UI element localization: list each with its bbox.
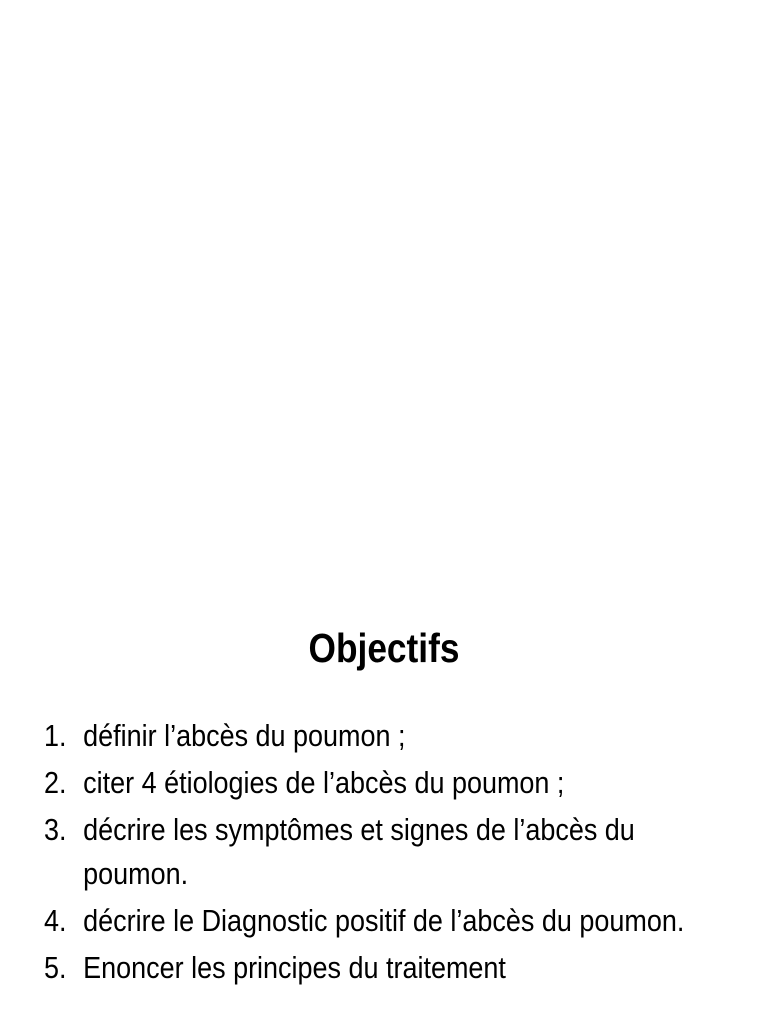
list-item — [44, 946, 744, 990]
list-item-text: citer 4 étiologies de l’abcès du poumon ; — [83, 765, 565, 800]
list-item-number: 1. — [44, 718, 67, 753]
list-item-text: définir l’abcès du poumon ; — [83, 718, 406, 753]
list-item — [44, 899, 744, 943]
list-item-text: Enoncer les principes du traitement — [83, 950, 506, 985]
list-item — [44, 808, 744, 896]
list-item-number: 3. — [44, 812, 67, 847]
list-item — [44, 761, 744, 805]
list-item — [44, 714, 744, 758]
list-item-number: 5. — [44, 950, 67, 985]
objectives-list — [44, 714, 744, 993]
list-item-text: décrire les symptômes et signes de l’abcès du poumon. — [83, 812, 635, 891]
page-title: Objectifs — [308, 625, 460, 671]
list-item-number: 4. — [44, 903, 67, 938]
list-item-number: 2. — [44, 765, 67, 800]
list-item-text: décrire le Diagnostic positif de l’abcès du poumon. — [83, 903, 685, 938]
